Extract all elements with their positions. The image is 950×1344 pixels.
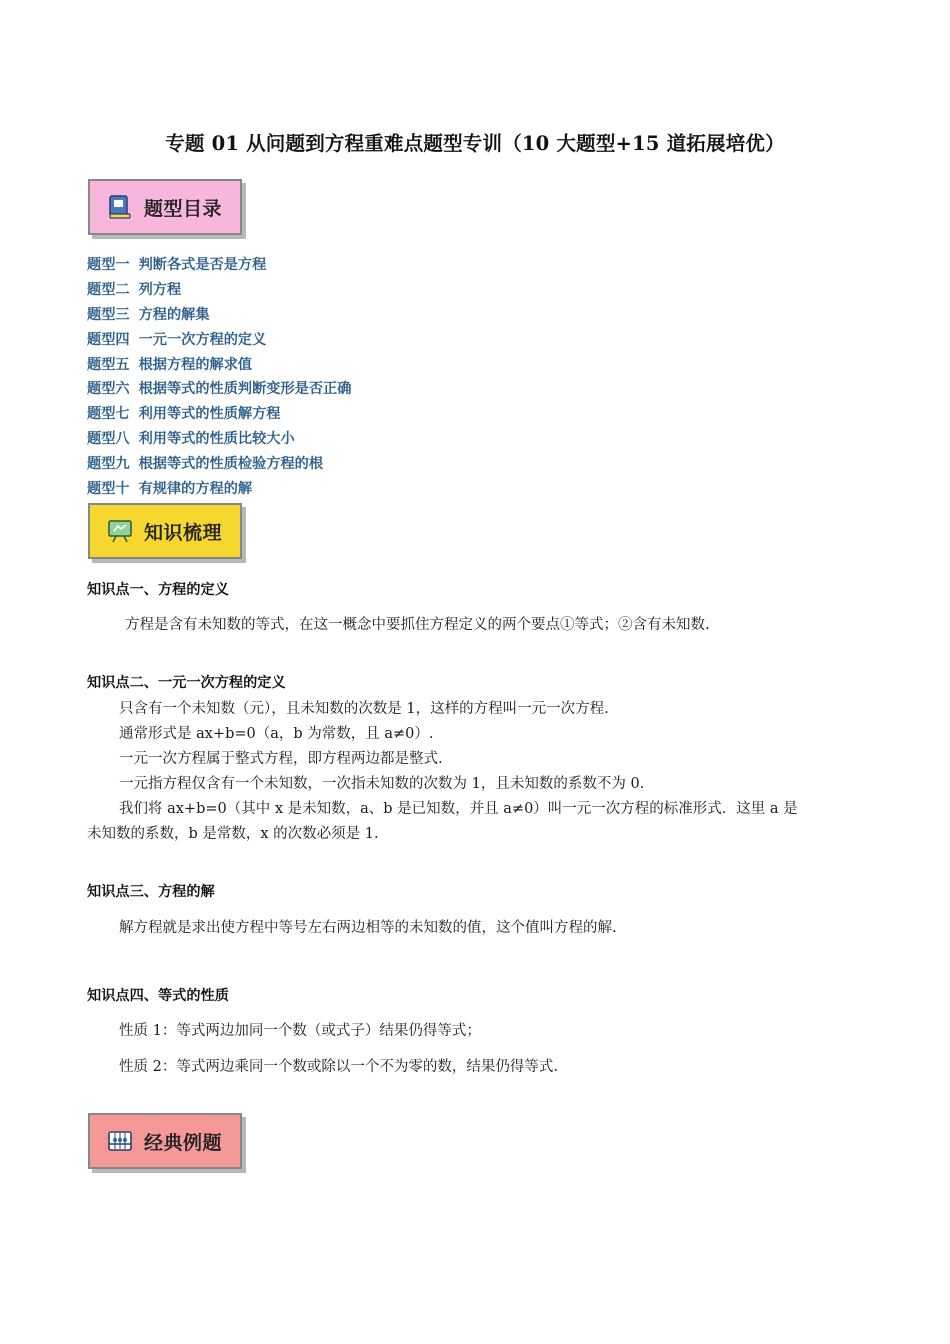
toc-item-number: 题型七 xyxy=(87,406,130,423)
toc-item[interactable] xyxy=(87,305,351,330)
toc-item-number: 题型五 xyxy=(87,356,130,373)
toc-item[interactable] xyxy=(87,330,351,355)
toc-item-text: 列方程 xyxy=(138,281,182,298)
toc-item-number: 题型六 xyxy=(87,381,130,398)
toc-item[interactable] xyxy=(87,454,351,479)
toc-item[interactable] xyxy=(87,479,351,504)
book-icon xyxy=(106,193,134,221)
kp2-text-3: 一元一次方程属于整式方程，即方程两边都是整式. xyxy=(119,751,443,767)
blackboard-icon xyxy=(106,517,134,545)
kp1-heading: 知识点一、方程的定义 xyxy=(87,582,229,598)
toc-item-text: 利用等式的性质解方程 xyxy=(138,406,281,423)
toc-item-number: 题型三 xyxy=(87,306,130,323)
page-title: 专题 01 从问题到方程重难点题型专训（10 大题型+15 道拓展培优） xyxy=(165,132,785,155)
toc-item-number: 题型十 xyxy=(87,481,130,498)
toc-item-number: 题型八 xyxy=(87,431,130,448)
kp1-text: 方程是含有未知数的等式，在这一概念中要抓住方程定义的两个要点①等式；②含有未知数. xyxy=(125,617,710,633)
toc-item-number: 题型一 xyxy=(87,257,130,273)
toc-item-text: 有规律的方程的解 xyxy=(138,481,253,498)
toc-item[interactable] xyxy=(87,429,351,454)
kp3-heading: 知识点三、方程的解 xyxy=(87,884,215,900)
toc-item[interactable] xyxy=(87,404,351,429)
kp2-text-5a: 我们将 ax+b=0（其中 x 是未知数，a、b 是已知数，并且 a≠0）叫一元一次方程的标准形式．这里 a 是 xyxy=(119,801,798,817)
toc-item[interactable] xyxy=(87,280,351,305)
examples-badge xyxy=(88,1113,242,1169)
toc-item[interactable] xyxy=(87,355,351,380)
kp4-text-1: 性质 1：等式两边加同一个数（或式子）结果仍得等式； xyxy=(119,1023,481,1039)
toc-badge-label: 题型目录 xyxy=(144,198,223,220)
toc-item-number: 题型二 xyxy=(87,281,130,298)
knowledge-badge xyxy=(88,503,242,559)
kp2-text-4: 一元指方程仅含有一个未知数，一次指未知数的次数为 1，且未知数的系数不为 0. xyxy=(119,776,645,792)
toc-item[interactable] xyxy=(87,379,351,404)
kp4-heading: 知识点四、等式的性质 xyxy=(87,988,229,1004)
toc-item-text: 判断各式是否是方程 xyxy=(138,257,267,273)
toc-item-number: 题型九 xyxy=(87,456,130,473)
toc-item[interactable] xyxy=(87,255,351,280)
toc-item-text: 根据等式的性质检验方程的根 xyxy=(138,456,324,473)
knowledge-badge-label: 知识梳理 xyxy=(144,522,223,544)
kp3-text: 解方程就是求出使方程中等号左右两边相等的未知数的值，这个值叫方程的解. xyxy=(119,920,617,936)
kp2-heading: 知识点二、一元一次方程的定义 xyxy=(87,675,286,691)
kp2-text-5b: 未知数的系数，b 是常数，x 的次数必须是 1. xyxy=(87,826,379,842)
kp2-text-2: 通常形式是 ax+b=0（a，b 为常数，且 a≠0）. xyxy=(119,726,434,742)
abacus-icon xyxy=(106,1127,134,1155)
kp2-text-1: 只含有一个未知数（元），且未知数的次数是 1，这样的方程叫一元一次方程. xyxy=(119,701,609,717)
kp4-text-2: 性质 2：等式两边乘同一个数或除以一个不为零的数，结果仍得等式. xyxy=(119,1059,558,1075)
toc-list xyxy=(87,255,351,504)
toc-item-text: 利用等式的性质比较大小 xyxy=(138,431,295,448)
toc-item-text: 方程的解集 xyxy=(138,306,210,323)
toc-item-number: 题型四 xyxy=(87,331,130,348)
toc-item-text: 一元一次方程的定义 xyxy=(138,331,267,348)
toc-item-text: 根据等式的性质判断变形是否正确 xyxy=(138,381,352,398)
examples-badge-label: 经典例题 xyxy=(144,1132,223,1154)
toc-badge xyxy=(88,179,242,235)
toc-item-text: 根据方程的解求值 xyxy=(138,356,253,373)
